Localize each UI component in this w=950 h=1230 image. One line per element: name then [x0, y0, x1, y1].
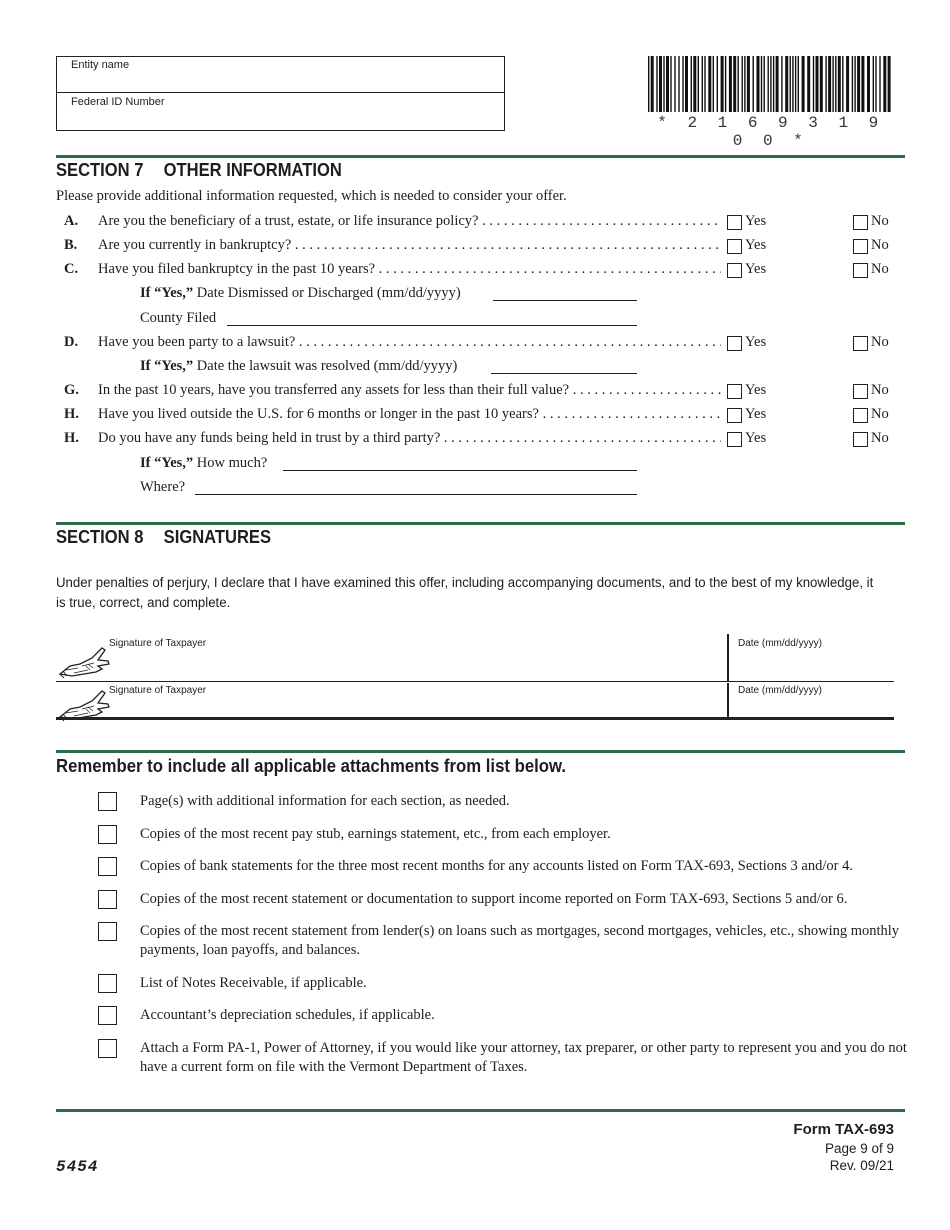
barcode-bar: [875, 56, 876, 112]
yes-checkbox[interactable]: [727, 384, 742, 399]
entity-name-label: Entity name: [71, 59, 130, 71]
barcode-bar: [888, 56, 891, 112]
barcode-bar: [852, 56, 853, 112]
yes-label: Yes: [745, 334, 767, 350]
no-label: No: [871, 334, 889, 350]
d-followup-text: Date the lawsuit was resolved (mm/dd/yyyy): [196, 358, 458, 374]
barcode-bar: [685, 56, 688, 112]
signature-row-1: [56, 634, 894, 682]
question-letter: D.: [64, 334, 79, 350]
barcode-bar: [790, 56, 791, 112]
barcode-bar: [691, 56, 692, 112]
barcode-bar: [725, 56, 726, 112]
yes-label: Yes: [745, 213, 767, 229]
attachment-checkbox[interactable]: [98, 792, 117, 811]
h-where-field[interactable]: [195, 494, 637, 495]
if-yes-label: If “Yes,”: [140, 358, 194, 374]
no-checkbox[interactable]: [853, 263, 868, 278]
barcode-bar: [807, 56, 810, 112]
signature-row-2: [56, 683, 894, 720]
barcode-bar: [678, 56, 679, 112]
if-yes-label: If “Yes,”: [140, 455, 194, 471]
entity-name-field[interactable]: [57, 57, 504, 93]
c-date-field[interactable]: [493, 300, 637, 301]
no-label: No: [871, 406, 889, 422]
question-letter: B.: [64, 237, 78, 253]
barcode-bar: [792, 56, 793, 112]
section7-number: SECTION 7: [56, 160, 144, 180]
section8-heading: [56, 527, 271, 548]
barcode-bar: [883, 56, 886, 112]
barcode-bar: [773, 56, 774, 112]
barcode-bar: [702, 56, 703, 112]
pointing-hand-icon: [58, 640, 112, 680]
attachment-checkbox[interactable]: [98, 974, 117, 993]
barcode-bar: [795, 56, 796, 112]
pointing-hand-icon: [58, 683, 112, 723]
attachment-item: Attach a Form PA-1, Power of Attorney, if you would like your attorney, tax preparer, or other party to represent you and you do not have a current form on file with the Vermont Department of Taxes.: [140, 1040, 907, 1075]
barcode-bar: [764, 56, 765, 112]
yes-checkbox[interactable]: [727, 239, 742, 254]
barcode-bar: [674, 56, 675, 112]
yes-label: Yes: [745, 261, 767, 277]
no-label: No: [871, 430, 889, 446]
date-label: Date (mm/dd/yyyy): [738, 638, 822, 649]
yes-checkbox[interactable]: [727, 336, 742, 351]
attachment-checkbox[interactable]: [98, 1006, 117, 1025]
attachments-rule: [56, 750, 905, 753]
barcode-bar: [825, 56, 826, 112]
footer-rule: [56, 1109, 905, 1112]
barcode-bar: [704, 56, 705, 112]
yes-checkbox[interactable]: [727, 263, 742, 278]
h-amount-field[interactable]: [283, 470, 637, 471]
barcode-bar: [742, 56, 743, 112]
question-letter: H.: [64, 430, 79, 446]
question-letter: G.: [64, 382, 79, 398]
no-label: No: [871, 237, 889, 253]
page-number: Page 9 of 9: [824, 1141, 894, 1156]
barcode-bar: [802, 56, 805, 112]
no-checkbox[interactable]: [853, 432, 868, 447]
section8-rule: [56, 522, 905, 525]
attachment-checkbox[interactable]: [98, 857, 117, 876]
section7-title: OTHER INFORMATION: [163, 160, 342, 180]
attachment-item: Copies of the most recent statement or documentation to support income reported on Form TAX-693, Sections 5 and/or 6.: [140, 891, 848, 907]
barcode-bar: [828, 56, 831, 112]
attachment-item: Accountant’s depreciation schedules, if applicable.: [140, 1007, 435, 1023]
barcode-bar: [721, 56, 724, 112]
form-code: 5454: [56, 1158, 99, 1176]
entity-info-box: [56, 56, 505, 131]
barcode-bar: [648, 56, 649, 112]
question-text: Have you been party to a lawsuit? . . .: [98, 334, 721, 351]
barcode-bar: [832, 56, 833, 112]
yes-label: Yes: [745, 430, 767, 446]
barcode-bar: [857, 56, 860, 112]
section7-heading: [56, 160, 342, 181]
barcode-bar: [744, 56, 745, 112]
yes-label: Yes: [745, 237, 767, 253]
form-number: Form TAX-693: [793, 1121, 894, 1138]
signature-label: Signature of Taxpayer: [109, 685, 207, 696]
c-county-field[interactable]: [227, 325, 637, 326]
if-yes-label: If “Yes,”: [140, 285, 194, 301]
barcode-bar: [820, 56, 823, 112]
question-text: Are you the beneficiary of a trust, estate, or life insurance policy? . . .: [98, 213, 721, 230]
barcode-bar: [768, 56, 769, 112]
barcode-bar: [798, 56, 799, 112]
barcode-bar: [656, 56, 657, 112]
section7-intro: Please provide additional information requested, which is needed to consider your offer.: [56, 188, 567, 204]
h-how-much-text: How much?: [196, 455, 268, 471]
barcode-bar: [713, 56, 714, 112]
barcode-bar: [842, 56, 843, 112]
no-checkbox[interactable]: [853, 239, 868, 254]
yes-checkbox[interactable]: [727, 408, 742, 423]
no-checkbox[interactable]: [853, 384, 868, 399]
date-label: Date (mm/dd/yyyy): [738, 685, 822, 696]
d-date-field[interactable]: [491, 373, 637, 374]
attachment-checkbox[interactable]: [98, 922, 117, 941]
barcode-bar: [733, 56, 736, 112]
barcode-bar: [670, 56, 671, 112]
barcode-bar: [785, 56, 788, 112]
barcode-bar: [757, 56, 760, 112]
question-text: Do you have any funds being held in trust by a third party? . . .: [98, 430, 721, 447]
question-text: Have you filed bankruptcy in the past 10 years? . . .: [98, 261, 721, 278]
barcode-bar: [770, 56, 771, 112]
barcode-bar: [753, 56, 754, 112]
barcode-bar: [873, 56, 874, 112]
no-label: No: [871, 213, 889, 229]
section8-title: SIGNATURES: [163, 527, 272, 547]
barcode-bar: [659, 56, 662, 112]
barcode-bar: [747, 56, 750, 112]
barcode-bar: [693, 56, 696, 112]
question-letter: A.: [64, 213, 79, 229]
barcode-bar: [879, 56, 880, 112]
attachment-checkbox[interactable]: [98, 890, 117, 909]
barcode-bar: [776, 56, 779, 112]
attachment-checkbox[interactable]: [98, 1039, 117, 1058]
question-text: In the past 10 years, have you transferred any assets for less than their full value? . . .: [98, 382, 721, 399]
yes-checkbox[interactable]: [727, 215, 742, 230]
c-county-label: County Filed: [140, 310, 217, 326]
h-how-much: [140, 455, 267, 472]
barcode-bar: [835, 56, 836, 112]
attachment-item: Page(s) with additional information for each section, as needed.: [140, 793, 510, 809]
barcode-bar: [813, 56, 814, 112]
barcode-bar: [846, 56, 849, 112]
signature-divider: [727, 683, 729, 720]
attachment-item: Copies of the most recent pay stub, earnings statement, etc., from each employer.: [140, 826, 611, 842]
barcode-bar: [738, 56, 739, 112]
barcode-bar: [761, 56, 762, 112]
signature-field[interactable]: [109, 697, 723, 717]
c-followup-date: [140, 285, 461, 302]
c-followup-text: Date Dismissed or Discharged (mm/dd/yyyy): [196, 285, 461, 301]
no-checkbox[interactable]: [853, 408, 868, 423]
attachment-item: List of Notes Receivable, if applicable.: [140, 975, 367, 991]
no-label: No: [871, 261, 889, 277]
date-field[interactable]: [732, 697, 892, 717]
section8-number: SECTION 8: [56, 527, 144, 547]
attachment-checkbox[interactable]: [98, 825, 117, 844]
no-checkbox[interactable]: [853, 336, 868, 351]
barcode-bar: [663, 56, 664, 112]
barcode-bar: [781, 56, 782, 112]
no-checkbox[interactable]: [853, 215, 868, 230]
barcode-bar: [861, 56, 864, 112]
attachment-item: Copies of bank statements for the three most recent months for any accounts listed on Form TAX-693, Sections 3 and/or 4.: [140, 858, 853, 874]
no-label: No: [871, 382, 889, 398]
yes-label: Yes: [745, 382, 767, 398]
barcode-bar: [682, 56, 683, 112]
barcode-bar: [854, 56, 855, 112]
d-followup-date: [140, 358, 457, 375]
perjury-statement: Under penalties of perjury, I declare that I have examined this offer, including accompanying documents, and to the best of my knowledge, it is true, correct, and complete.: [56, 575, 874, 610]
question-text: Are you currently in bankruptcy? . . .: [98, 237, 721, 254]
attachment-item: Copies of the most recent statement from lender(s) on loans such as mortgages, second mortgages, vehicles, etc., showing monthly payments, loan payoffs, and balances.: [140, 923, 900, 958]
barcode-bar: [651, 56, 654, 112]
barcode-bar: [717, 56, 718, 112]
signature-divider: [727, 634, 729, 682]
barcode-bar: [698, 56, 699, 112]
barcode-bar: [816, 56, 819, 112]
barcode: [648, 56, 893, 112]
date-field[interactable]: [732, 650, 892, 680]
h-where-label: Where?: [140, 479, 186, 495]
barcode-bar: [867, 56, 870, 112]
attachments-title: Remember to include all applicable attachments from list below.: [56, 756, 567, 776]
signature-label: Signature of Taxpayer: [109, 638, 207, 649]
federal-id-field[interactable]: [57, 94, 504, 130]
barcode-bar: [666, 56, 669, 112]
barcode-bar: [838, 56, 841, 112]
question-text: Have you lived outside the U.S. for 6 months or longer in the past 10 years? . . .: [98, 406, 721, 423]
revision-date: Rev. 09/21: [829, 1158, 894, 1173]
section7-rule: [56, 155, 905, 158]
yes-label: Yes: [745, 406, 767, 422]
barcode-bar: [708, 56, 711, 112]
question-letter: C.: [64, 261, 79, 277]
barcode-bar: [729, 56, 732, 112]
yes-checkbox[interactable]: [727, 432, 742, 447]
barcode-number: * 2 1 6 9 3 1 9 0 0 *: [657, 114, 884, 150]
federal-id-label: Federal ID Number: [71, 96, 165, 108]
signature-field[interactable]: [109, 650, 723, 680]
question-letter: H.: [64, 406, 79, 422]
